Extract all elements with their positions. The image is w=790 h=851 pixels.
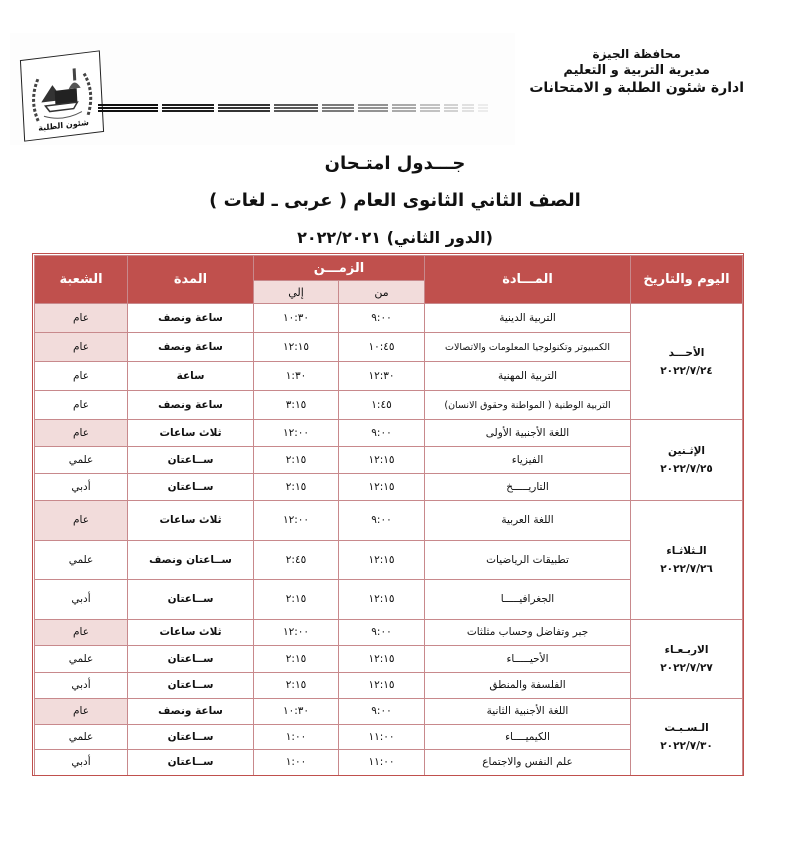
header-branch: الشعبة xyxy=(35,256,128,304)
time-from-cell: ٩:٠٠ xyxy=(339,420,425,447)
time-from-cell: ١٢:١٥ xyxy=(339,447,425,474)
duration-cell: ساعة xyxy=(128,362,254,391)
time-from-cell: ١٢:١٥ xyxy=(339,580,425,620)
subject-cell: الجغرافيـــــا xyxy=(425,580,631,620)
logo-caption: شئون الطلبة xyxy=(37,117,90,133)
duration-cell: ســاعتان xyxy=(128,646,254,673)
duration-cell: ثلاث ساعات xyxy=(128,501,254,541)
time-to-cell: ١٢:٠٠ xyxy=(254,619,339,646)
time-to-cell: ١٢:٠٠ xyxy=(254,420,339,447)
directorate-logo xyxy=(20,50,104,141)
time-to-cell: ٢:١٥ xyxy=(254,474,339,501)
table-row xyxy=(35,501,743,541)
time-from-cell: ١٠:٤٥ xyxy=(339,333,425,362)
time-to-cell: ١٢:١٥ xyxy=(254,333,339,362)
subject-cell: الفلسفة والمنطق xyxy=(425,672,631,699)
duration-cell: ساعة ونصف xyxy=(128,699,254,725)
time-from-cell: ١٢:٣٠ xyxy=(339,362,425,391)
time-to-cell: ٢:١٥ xyxy=(254,580,339,620)
branch-cell: علمي xyxy=(35,447,128,474)
time-from-cell: ٩:٠٠ xyxy=(339,304,425,333)
subject-cell: جبر وتفاضل وحساب مثلثات xyxy=(425,619,631,646)
table-row xyxy=(35,304,743,333)
duration-cell: ســاعتان xyxy=(128,474,254,501)
table-row xyxy=(35,699,743,725)
duration-cell: ســاعتان xyxy=(128,750,254,776)
day-date-cell xyxy=(631,420,743,501)
subject-cell: التربية الدينية xyxy=(425,304,631,333)
branch-cell: أدبي xyxy=(35,580,128,620)
subject-cell: التاريـــــخ xyxy=(425,474,631,501)
branch-cell: عام xyxy=(35,333,128,362)
day-name: الاربـعـاء xyxy=(664,643,709,656)
time-from-cell: ١١:٠٠ xyxy=(339,724,425,750)
branch-cell: أدبي xyxy=(35,474,128,501)
duration-cell: ساعة ونصف xyxy=(128,304,254,333)
branch-cell: عام xyxy=(35,304,128,333)
subject-cell: الكمبيوتر وتكنولوجيا المعلومات والاتصالات xyxy=(425,333,631,362)
governorate-name: محافظة الجيزة xyxy=(592,47,681,61)
exam-date: ٢٠٢٢/٧/٢٧ xyxy=(660,661,713,674)
duration-cell: ســاعتان ونصف xyxy=(128,540,254,580)
day-date-cell xyxy=(631,619,743,699)
subject-cell: الأحيـــــاء xyxy=(425,646,631,673)
branch-cell: عام xyxy=(35,619,128,646)
subject-cell: اللغة العربية xyxy=(425,501,631,541)
branch-cell: علمي xyxy=(35,724,128,750)
subject-cell: الفيزياء xyxy=(425,447,631,474)
time-to-cell: ١:٠٠ xyxy=(254,750,339,776)
time-to-cell: ٣:١٥ xyxy=(254,391,339,420)
session-title: (الدور الثاني) ٢٠٢٢/٢٠٢١ xyxy=(297,228,493,247)
directorate-name: مديرية التربية و التعليم xyxy=(563,63,710,78)
time-from-cell: ١١:٠٠ xyxy=(339,750,425,776)
header-time: الزمـــن xyxy=(254,256,425,281)
department-name: ادارة شئون الطلبة و الامتحانات xyxy=(529,80,744,96)
time-from-cell: ٩:٠٠ xyxy=(339,619,425,646)
day-date-cell xyxy=(631,304,743,420)
subject-cell: تطبيقات الرياضيات xyxy=(425,540,631,580)
exam-schedule-table xyxy=(34,255,743,776)
branch-cell: عام xyxy=(35,362,128,391)
exam-date: ٢٠٢٢/٧/٢٤ xyxy=(660,364,713,377)
time-to-cell: ١٠:٣٠ xyxy=(254,304,339,333)
decorative-dashed-bars xyxy=(98,104,498,112)
header-day-date: اليوم والتاريخ xyxy=(631,256,743,304)
subject-cell: علم النفس والاجتماع xyxy=(425,750,631,776)
subject-cell: اللغة الأجنبية الثانية xyxy=(425,699,631,725)
time-from-cell: ٩:٠٠ xyxy=(339,699,425,725)
duration-cell: ســاعتان xyxy=(128,724,254,750)
branch-cell: علمي xyxy=(35,646,128,673)
day-name: الـسـبـت xyxy=(664,721,709,734)
header-subject: المـــادة xyxy=(425,256,631,304)
table-row xyxy=(35,619,743,646)
time-to-cell: ٢:٤٥ xyxy=(254,540,339,580)
organization-header xyxy=(529,46,744,97)
schedule-body xyxy=(35,304,743,776)
duration-cell: ســاعتان xyxy=(128,672,254,699)
day-name: الإثـنين xyxy=(668,445,705,457)
header-duration: المدة xyxy=(128,256,254,304)
time-to-cell: ١:٠٠ xyxy=(254,724,339,750)
subject-cell: التربية الوطنية ( المواطنة وحقوق الانسان) xyxy=(425,391,631,420)
duration-cell: ســاعتان xyxy=(128,447,254,474)
duration-cell: ساعة ونصف xyxy=(128,391,254,420)
time-to-cell: ٢:١٥ xyxy=(254,447,339,474)
subject-cell: التربية المهنية xyxy=(425,362,631,391)
subject-cell: اللغة الأجنبية الأولى xyxy=(425,420,631,447)
table-row xyxy=(35,420,743,447)
branch-cell: عام xyxy=(35,501,128,541)
branch-cell: عام xyxy=(35,420,128,447)
exam-date: ٢٠٢٢/٧/٢٦ xyxy=(660,562,713,575)
day-date-cell xyxy=(631,699,743,776)
time-from-cell: ١:٤٥ xyxy=(339,391,425,420)
branch-cell: علمي xyxy=(35,540,128,580)
duration-cell: ثلاث ساعات xyxy=(128,619,254,646)
branch-cell: عام xyxy=(35,699,128,725)
branch-cell: أدبي xyxy=(35,750,128,776)
time-from-cell: ١٢:١٥ xyxy=(339,474,425,501)
exam-date: ٢٠٢٢/٧/٢٥ xyxy=(660,463,713,475)
duration-cell: ســاعتان xyxy=(128,580,254,620)
exam-date: ٢٠٢٢/٧/٣٠ xyxy=(660,739,713,752)
time-from-cell: ١٢:١٥ xyxy=(339,646,425,673)
header-time-to: إلي xyxy=(254,281,339,304)
branch-cell: أدبي xyxy=(35,672,128,699)
subject-cell: الكيميــــاء xyxy=(425,724,631,750)
time-to-cell: ١٠:٣٠ xyxy=(254,699,339,725)
day-name: الأحـــد xyxy=(668,346,705,359)
duration-cell: ساعة ونصف xyxy=(128,333,254,362)
time-from-cell: ١٢:١٥ xyxy=(339,672,425,699)
time-to-cell: ٢:١٥ xyxy=(254,646,339,673)
time-to-cell: ١:٣٠ xyxy=(254,362,339,391)
time-from-cell: ١٢:١٥ xyxy=(339,540,425,580)
page-title: جـــدول امتـحان xyxy=(324,153,466,174)
day-date-cell xyxy=(631,501,743,620)
day-name: الـثلاثـاء xyxy=(666,544,707,557)
branch-cell: عام xyxy=(35,391,128,420)
grade-title: الصف الثاني الثانوى العام ( عربى ـ لغات ) xyxy=(209,190,581,211)
duration-cell: ثلاث ساعات xyxy=(128,420,254,447)
time-from-cell: ٩:٠٠ xyxy=(339,501,425,541)
header-time-from: من xyxy=(339,281,425,304)
time-to-cell: ٢:١٥ xyxy=(254,672,339,699)
time-to-cell: ١٢:٠٠ xyxy=(254,501,339,541)
